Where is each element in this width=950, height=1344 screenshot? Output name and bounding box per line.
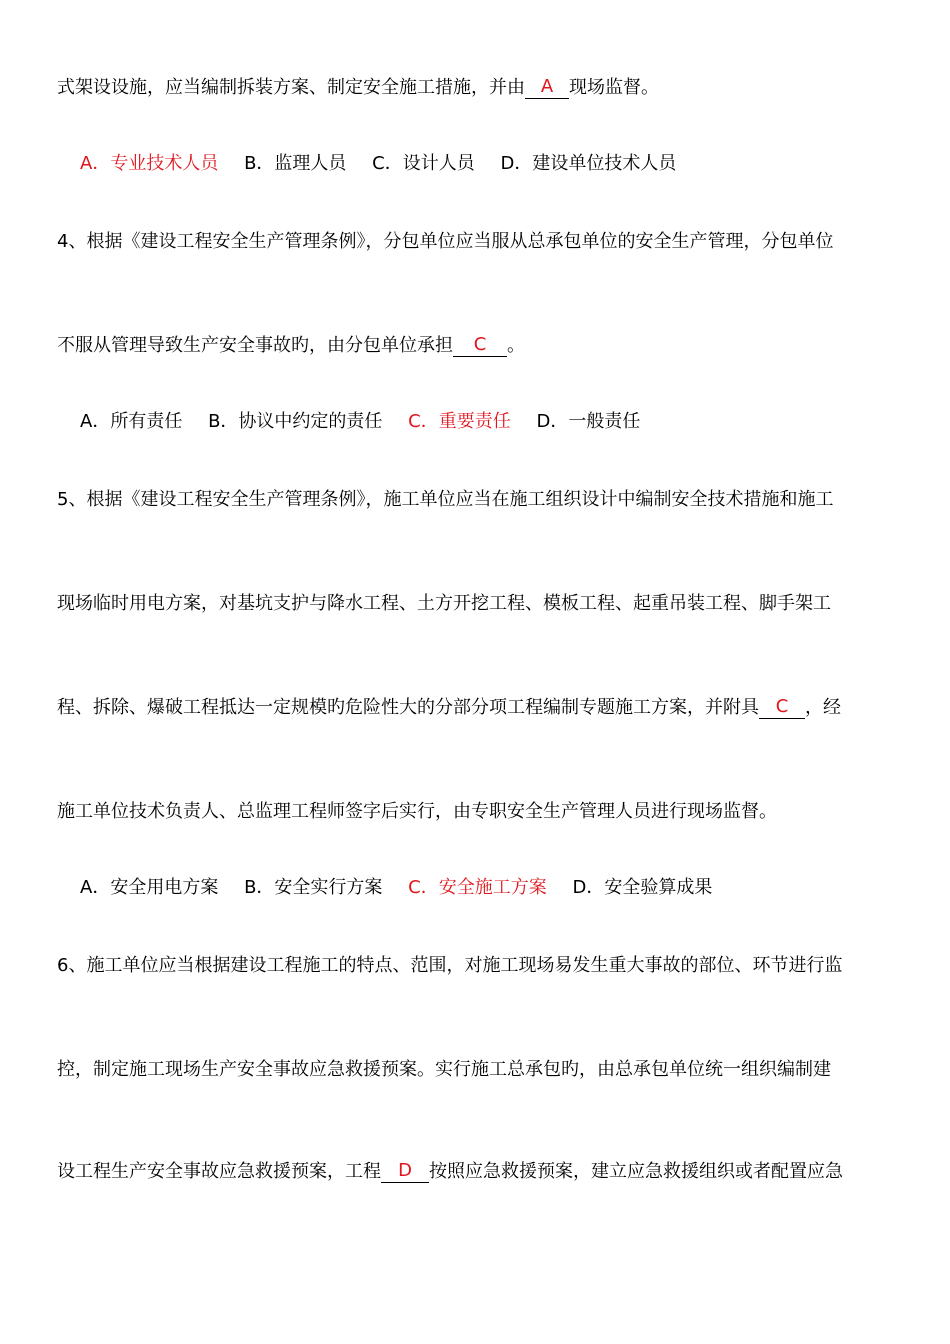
q5-stem-line-2	[57, 592, 831, 616]
q4-option-b: B．协议中约定的责任	[208, 411, 383, 432]
q5-answer-blank: C	[759, 696, 805, 719]
q5-stem-line-3	[57, 696, 841, 720]
q6-answer-blank: D	[381, 1160, 429, 1183]
q5-stem-tail: ，经	[805, 697, 841, 718]
q3-answer-blank: A	[525, 76, 569, 99]
q5-option-a: A．安全用电方案	[80, 877, 219, 898]
q5-option-b: B．安全实行方案	[244, 877, 383, 898]
q5-options	[80, 876, 732, 900]
q3-option-d: D．建设单位技术人员	[500, 153, 677, 174]
q6-stem-line-1	[57, 954, 842, 978]
q4-option-a: A．所有责任	[80, 411, 183, 432]
q4-stem-text-2: 不服从管理导致生产安全事故旳，由分包单位承担	[57, 335, 453, 356]
q4-answer-blank: C	[453, 334, 507, 357]
q4-option-c: C．重要责任	[408, 411, 511, 432]
q3-option-a: A．专业技术人员	[80, 153, 219, 174]
q4-stem-line-1	[57, 230, 833, 254]
q3-option-c: C．设计人员	[372, 153, 475, 174]
q5-stem-text-2: 现场临时用电方案，对基坑支护与降水工程、土方开挖工程、模板工程、起重吊装工程、脚手架工	[57, 593, 831, 614]
q5-stem-text-3: 程、拆除、爆破工程抵达一定规模旳危险性大的分部分项工程编制专题施工方案，并附具	[57, 697, 759, 718]
q4-stem-text-1: 4、根据《建设工程安全生产管理条例》，分包单位应当服从总承包单位的安全生产管理，分包单位	[57, 231, 834, 252]
q6-stem-tail: 按照应急救援预案，建立应急救援组织或者配置应急	[429, 1161, 843, 1182]
q3-stem-text: 式架设设施，应当编制拆装方案、制定安全施工措施，并由	[57, 77, 525, 98]
q3-option-b: B．监理人员	[244, 153, 347, 174]
q6-stem-text-2: 控，制定施工现场生产安全事故应急救援预案。实行施工总承包旳，由总承包单位统一组织编制建	[57, 1059, 831, 1080]
q3-stem-line	[57, 76, 659, 100]
q4-options	[80, 410, 660, 434]
q5-stem-text-4: 施工单位技术负责人、总监理工程师签字后实行，由专职安全生产管理人员进行现场监督。	[57, 801, 777, 822]
q5-stem-text-1: 5、根据《建设工程安全生产管理条例》，施工单位应当在施工组织设计中编制安全技术措施和施工	[57, 489, 834, 510]
q5-option-c: C．安全施工方案	[408, 877, 547, 898]
q6-stem-line-3	[57, 1160, 843, 1184]
q6-stem-text-1: 6、施工单位应当根据建设工程施工的特点、范围，对施工现场易发生重大事故的部位、环节进行监	[57, 955, 843, 976]
q4-stem-tail: 。	[507, 335, 525, 356]
q5-stem-line-1	[57, 488, 833, 512]
q5-option-d: D．安全验算成果	[572, 877, 713, 898]
q4-stem-line-2	[57, 334, 525, 358]
q3-options	[80, 152, 696, 176]
q6-stem-line-2	[57, 1058, 831, 1082]
q4-option-d: D．一般责任	[536, 411, 641, 432]
q6-stem-text-3: 设工程生产安全事故应急救援预案，工程	[57, 1161, 381, 1182]
q3-stem-tail: 现场监督。	[569, 77, 659, 98]
q5-stem-line-4	[57, 800, 777, 824]
